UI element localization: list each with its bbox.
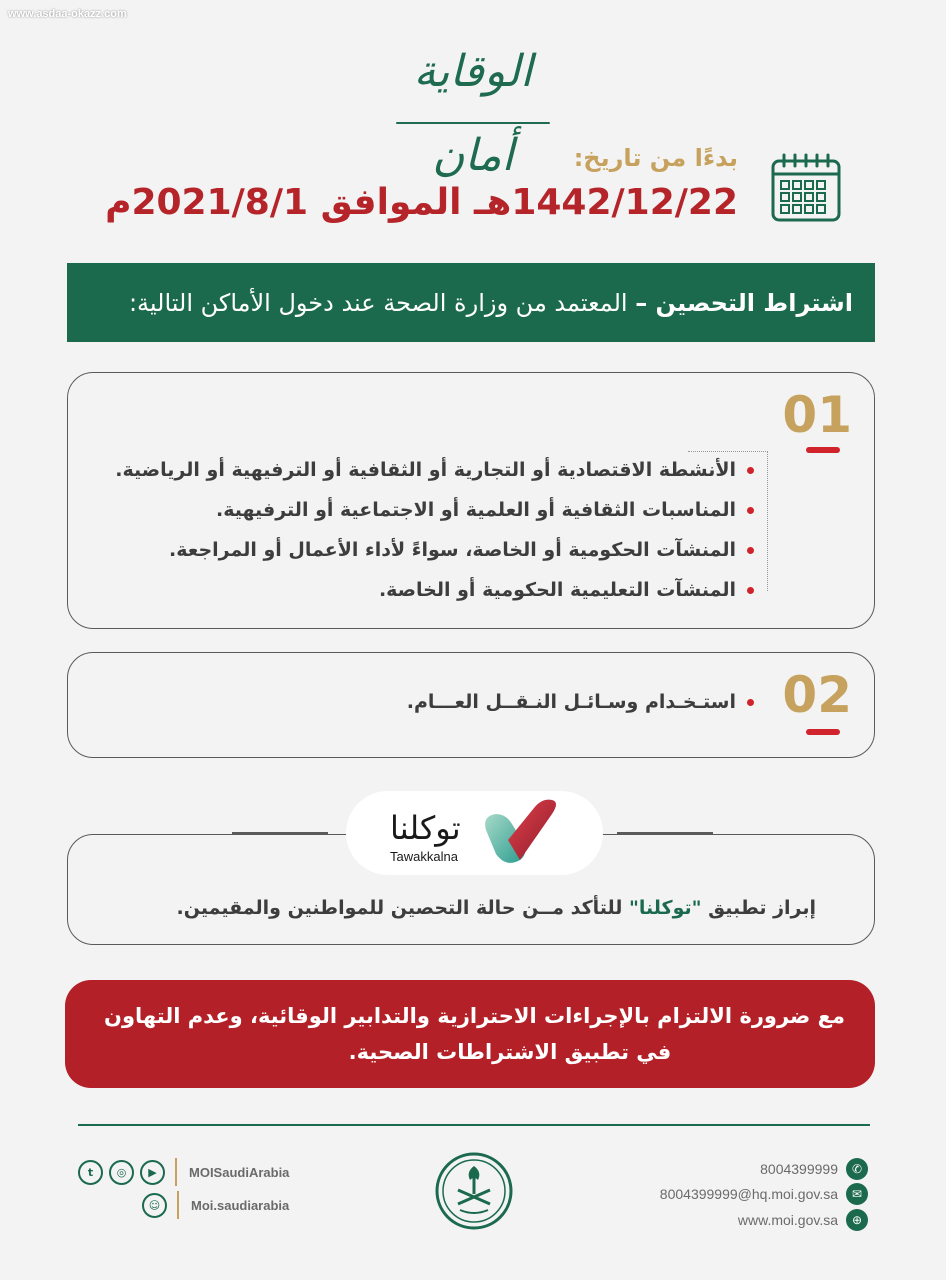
snapchat-handle[interactable]: Moi.saudiarabia bbox=[191, 1197, 290, 1213]
globe-icon: ⊕ bbox=[846, 1209, 868, 1231]
social-row-1 bbox=[78, 1158, 289, 1186]
email-icon: ✉ bbox=[846, 1183, 868, 1205]
logo-text: الوقاية أمان bbox=[413, 46, 533, 181]
social-handle[interactable]: MOISaudiArabia bbox=[189, 1164, 290, 1180]
email-contact[interactable] bbox=[660, 1183, 868, 1205]
start-date-label: بدءًا من تاريخ: bbox=[573, 144, 738, 172]
notice-line-2: في تطبيق الاشتراطات الصحية. bbox=[348, 1040, 672, 1064]
footer-divider bbox=[78, 1124, 870, 1126]
section-2-accent-bar bbox=[806, 729, 840, 735]
section-1-box bbox=[67, 372, 875, 629]
list-item: المناسبات الثقافية أو العلمية أو الاجتماعية أو الترفيهية. bbox=[115, 493, 754, 533]
phone-number: 8004399999 bbox=[760, 1161, 838, 1177]
twitter-icon[interactable]: t bbox=[78, 1160, 103, 1185]
banner-text: المعتمد من وزارة الصحة عند دخول الأماكن التالية: bbox=[128, 288, 636, 317]
notice-line-1: مع ضرورة الالتزام بالإجراءات الاحترازية والتدابير الوقائية، وعدم التهاون bbox=[104, 1004, 845, 1028]
connector-line bbox=[688, 451, 768, 452]
tawakkalna-instruction: إبراز تطبيق "توكلنا" للتأكد مــن حالة التحصين للمواطنين والمقيمين. bbox=[176, 897, 816, 919]
social-row-2 bbox=[142, 1191, 289, 1219]
youtube-icon[interactable]: ▶ bbox=[140, 1160, 165, 1185]
website-contact[interactable] bbox=[738, 1209, 868, 1231]
section-2-box bbox=[67, 652, 875, 758]
divider bbox=[232, 832, 328, 834]
bullet-icon bbox=[747, 699, 754, 706]
watermark: www.asdaa-okazz.com bbox=[8, 8, 127, 20]
transport-list bbox=[407, 685, 754, 725]
bullet-icon bbox=[747, 507, 754, 514]
banner-bold: اشتراط التحصين – bbox=[635, 288, 853, 317]
snapchat-icon[interactable]: ☺ bbox=[142, 1193, 167, 1218]
campaign-logo bbox=[378, 30, 568, 181]
list-item: الأنشطة الاقتصادية أو التجارية أو الثقافية أو الترفيهية أو الرياضية. bbox=[115, 453, 754, 493]
bullet-icon bbox=[747, 467, 754, 474]
separator bbox=[175, 1158, 177, 1186]
website-url: www.moi.gov.sa bbox=[737, 1212, 838, 1228]
tawakkalna-icon bbox=[478, 798, 568, 868]
connector-line bbox=[767, 451, 768, 591]
list-item: المنشآت الحكومية أو الخاصة، سواءً لأداء الأعمال أو المراجعة. bbox=[115, 533, 754, 573]
section-1-accent-bar bbox=[806, 447, 840, 453]
instagram-icon[interactable]: ◎ bbox=[109, 1160, 134, 1185]
places-list bbox=[115, 453, 754, 613]
phone-icon: ✆ bbox=[846, 1158, 868, 1180]
tawakkalna-name-ar: توكلنا bbox=[390, 809, 461, 847]
logo-underline bbox=[396, 122, 550, 124]
compliance-notice bbox=[65, 980, 875, 1088]
calendar-icon bbox=[770, 152, 842, 224]
requirement-banner bbox=[67, 263, 875, 342]
divider bbox=[617, 832, 713, 834]
section-2-number: 02 bbox=[782, 666, 852, 724]
separator bbox=[177, 1191, 179, 1219]
list-item: المنشآت التعليمية الحكومية أو الخاصة. bbox=[115, 573, 754, 613]
section-1-number: 01 bbox=[782, 386, 852, 444]
start-date-value: 1442/12/22هـ الموافق 2021/8/1م bbox=[105, 182, 738, 223]
email-address: 8004399999@hq.moi.gov.sa bbox=[659, 1186, 838, 1202]
ministry-emblem-icon bbox=[434, 1152, 514, 1230]
phone-contact[interactable] bbox=[760, 1158, 868, 1180]
bullet-icon bbox=[747, 547, 754, 554]
bullet-icon bbox=[747, 587, 754, 594]
list-item: استـخـدام وسـائـل النـقــل العـــام. bbox=[407, 685, 754, 725]
tawakkalna-name-en: Tawakkalna bbox=[390, 849, 458, 864]
